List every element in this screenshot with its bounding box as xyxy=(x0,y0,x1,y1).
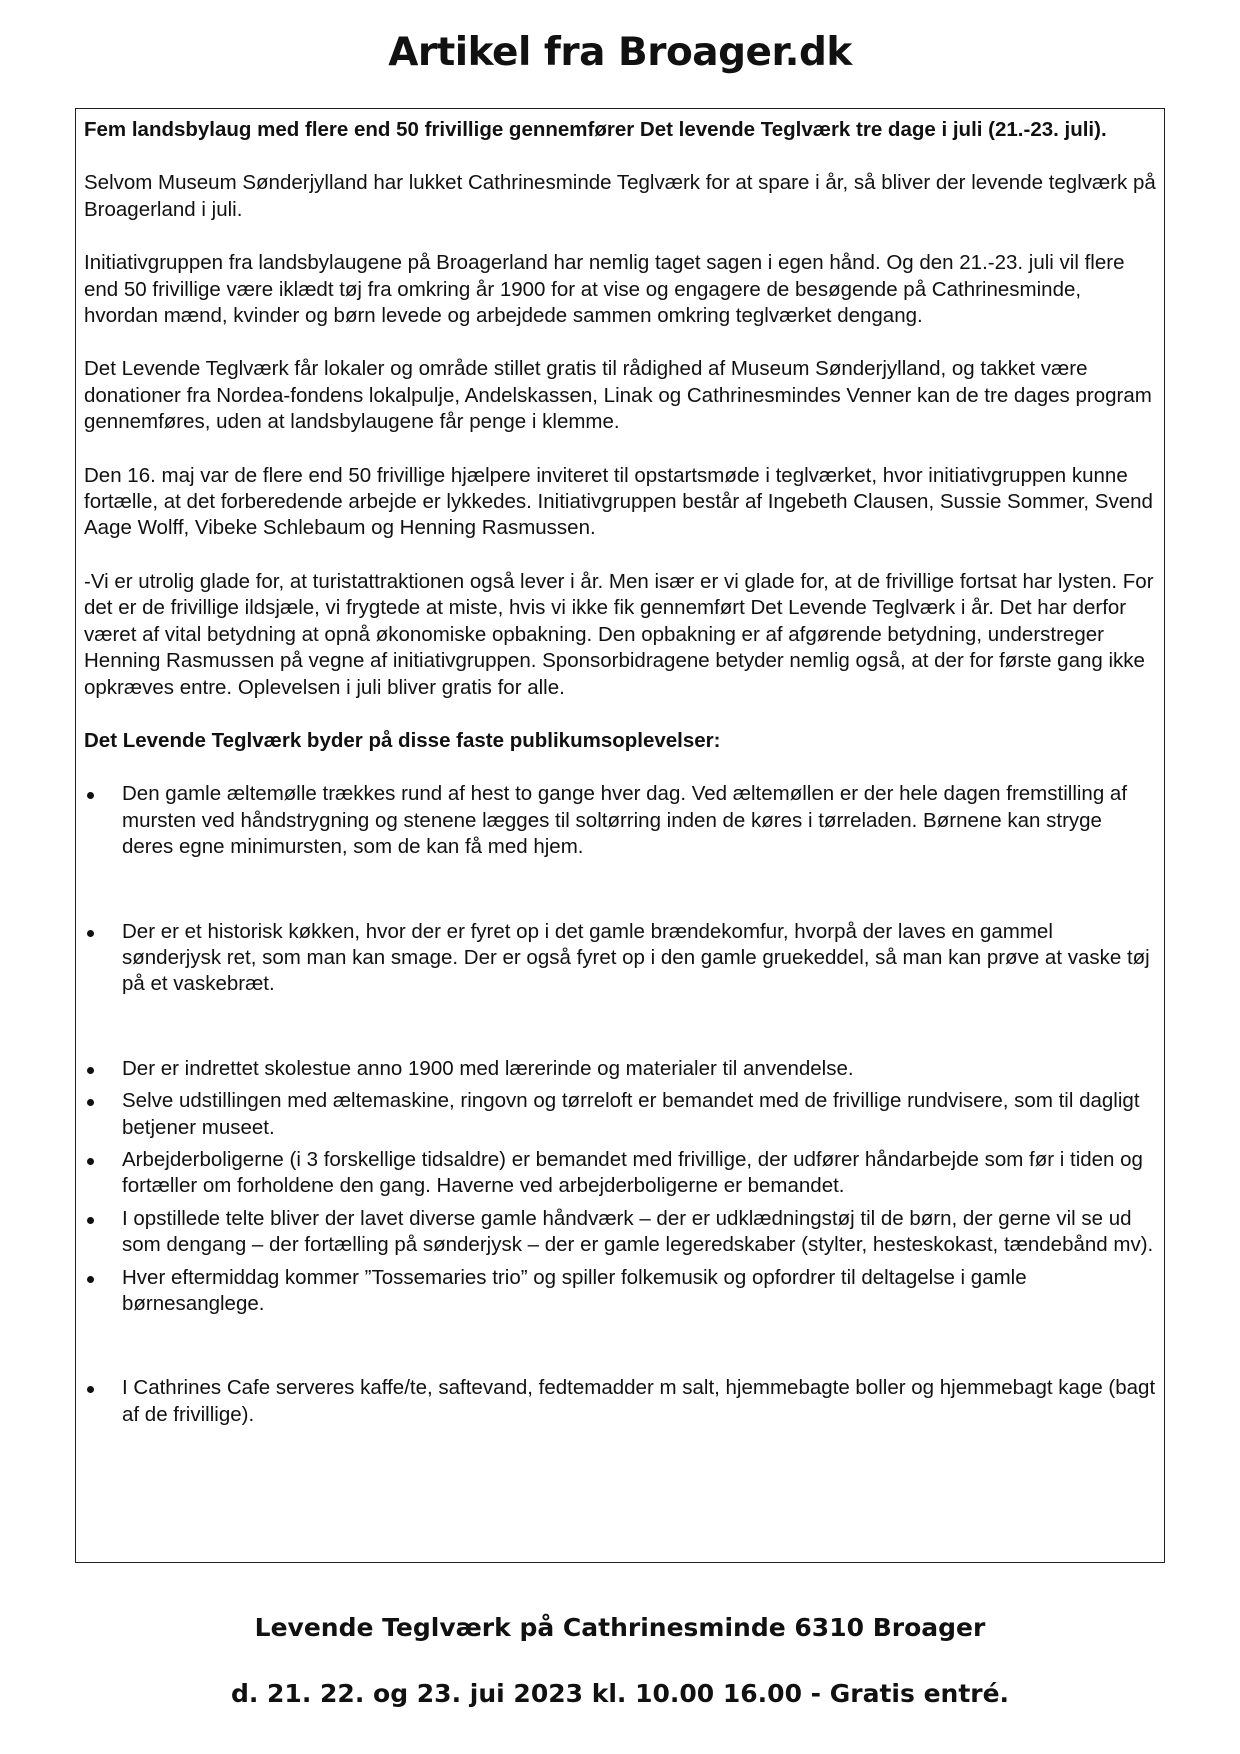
bullet-icon xyxy=(87,1386,94,1393)
bullet-icon xyxy=(87,1067,94,1074)
list-item xyxy=(84,1056,1156,1082)
list-item xyxy=(84,1206,1156,1259)
article-paragraph: Den 16. maj var de flere end 50 frivillige hjælpere inviteret til opstartsmøde i teglværket, hvor initiativgruppen kunne fortælle, at det forberedende arbejde er lykkedes. Initiativgruppen består af Ingebeth Clausen, Sussie Sommer, Svend Aage Wolff, Vibeke Schlebaum og Henning Rasmussen. xyxy=(84,463,1153,540)
article-paragraph: Initiativgruppen fra landsbylaugene på Broagerland har nemlig taget sagen i egen hånd. Og den 21.-23. juli vil flere end 50 frivillige være iklædt tøj fra omkring år 1900 for at vise og engagere de besøgende på Cathrinesminde, hvordan mænd, kvinder og børn levede og arbejdede sammen omkring teglværket dengang. xyxy=(84,251,1125,328)
list-item-text: Selve udstillingen med æltemaskine, ringovn og tørreloft er bemandet med de frivillige rundvisere, som til dagligt betjener museet. xyxy=(122,1089,1140,1139)
article-box xyxy=(75,108,1165,1563)
list-item xyxy=(84,1088,1156,1141)
experiences-list xyxy=(84,781,1156,1428)
experiences-subheading: Det Levende Teglværk byder på disse faste publikumsoplevelser: xyxy=(84,728,721,752)
bullet-icon xyxy=(87,792,94,799)
bullet-icon xyxy=(87,1217,94,1224)
list-item xyxy=(84,781,1156,860)
list-item-text: Arbejderboligerne (i 3 forskellige tidsaldre) er bemandet med frivillige, der udfører håndarbejde som før i tiden og fortæller om forholdene den gang. Haverne ved arbejderboligerne er bemandet. xyxy=(122,1147,1143,1198)
list-item-text: Der er et historisk køkken, hvor der er fyret op i det gamle brændekomfur, hvorpå der laves en gammel sønderjysk ret, som man kan smage. Der er også fyret op i den gamle gruekeddel, så man kan prøve at vaske tøj på et vaskebræt. xyxy=(122,919,1150,996)
list-item xyxy=(84,1147,1156,1200)
list-item xyxy=(84,1375,1156,1428)
article-paragraph: -Vi er utrolig glade for, at turistattraktionen også lever i år. Men især er vi glade for, at de frivillige fortsat har lysten. For det er de frivillige ildsjæle, vi frygtede at miste, hvis vi ikke fik gennemført Det Levende Teglværk i år. Det har derfor været af vital betydning at opnå økonomiske opbakning. Den opbakning er af afgørende betydning, understreger Henning Rasmussen på vegne af initiativgruppen. Sponsorbidragene betyder nemlig også, at der for første gang ikke opkræves entre. Oplevelsen i juli bliver gratis for alle. xyxy=(84,569,1154,699)
article-lead: Fem landsbylaug med flere end 50 frivillige gennemfører Det levende Teglværk tre dage i juli (21.-23. juli). xyxy=(84,118,1107,141)
list-item-text: Den gamle æltemølle trækkes rund af hest to gange hver dag. Ved æltemøllen er der hele dagen fremstilling af mursten ved håndstrygning og stenene lægges til soltørring inden de køres i tørreladen. Børnene kan stryge deres egne minimursten, som de kan få med hjem. xyxy=(122,782,1128,859)
list-item-text: I Cathrines Cafe serveres kaffe/te, saftevand, fedtemadder m salt, hjemmebagte boller og hjemmebagt kage (bagt af de frivillige). xyxy=(122,1376,1156,1426)
page-title: Artikel fra Broager.dk xyxy=(388,30,852,75)
event-location: Levende Teglværk på Cathrinesminde 6310 Broager xyxy=(254,1613,986,1642)
list-item-text: Der er indrettet skolestue anno 1900 med lærerinde og materialer til anvendelse. xyxy=(122,1056,854,1080)
bullet-icon xyxy=(87,1276,94,1283)
bullet-icon xyxy=(87,930,94,937)
list-item xyxy=(84,919,1156,998)
bullet-icon xyxy=(87,1158,94,1165)
list-item-text: I opstillede telte bliver der lavet diverse gamle håndværk – der er udklædningstøj til de børn, der gerne vil se ud som dengang – der fortælling på sønderjysk – der er gamle legeredskaber (stylter, hesteskokast, tændebånd mv). xyxy=(122,1206,1154,1257)
list-item xyxy=(84,1265,1156,1318)
event-dates: d. 21. 22. og 23. jui 2023 kl. 10.00 16.00 - Gratis entré. xyxy=(230,1679,1010,1708)
article-paragraph: Selvom Museum Sønderjylland har lukket Cathrinesminde Teglværk for at spare i år, så bliver der levende teglværk på Broagerland i juli. xyxy=(84,171,1156,221)
list-item-text: Hver eftermiddag kommer ”Tossemaries trio” og spiller folkemusik og opfordrer til deltagelse i gamle børnesanglege. xyxy=(122,1265,1027,1315)
article-paragraph: Det Levende Teglværk får lokaler og område stillet gratis til rådighed af Museum Sønderjylland, og takket være donationer fra Nordea-fondens lokalpulje, Andelskassen, Linak og Cathrinesmindes Venner kan de tre dages program gennemføres, uden at landsbylaugene får penge i klemme. xyxy=(84,357,1152,434)
bullet-icon xyxy=(87,1099,94,1106)
